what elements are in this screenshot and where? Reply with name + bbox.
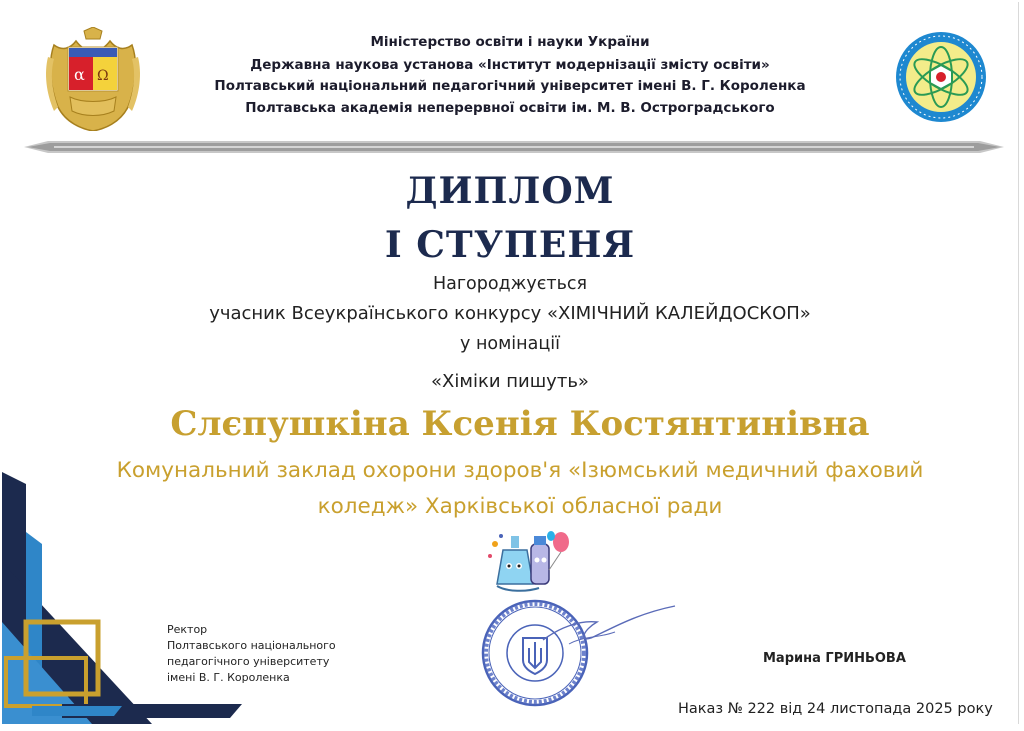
participant-text: учасник Всеукраїнського конкурсу «ХІМІЧНИЙ КАЛЕЙДОСКОП» — [209, 303, 811, 324]
rector-block — [167, 622, 336, 686]
academy-line: Полтавська академія неперервної освіти ім. М. В. Остроградського — [245, 100, 775, 116]
institution-line-2: коледж» Харківської обласної ради — [317, 494, 723, 519]
omega-letter: Ω — [97, 68, 109, 84]
awarded-text: Нагороджується — [432, 274, 588, 294]
recipient-name: Слєпушкіна Ксенія Костянтинівна — [170, 404, 870, 444]
rector-line-1: Ректор — [167, 623, 208, 636]
handwritten-signature-icon — [539, 598, 679, 658]
diploma-title: ДИПЛОМ — [405, 170, 615, 212]
order-number: Наказ № 222 від 24 листопада 2025 року — [678, 701, 993, 717]
corner-decoration — [2, 472, 242, 724]
institution-line-1: Комунальний заклад охорони здоров'я «Ізюмський медичний фаховий — [116, 458, 924, 483]
diploma-degree: І СТУПЕНЯ — [384, 224, 636, 266]
rector-line-4: імені В. Г. Короленка — [167, 671, 290, 684]
header-divider — [24, 140, 1004, 154]
nomination-value: «Хіміки пишуть» — [431, 371, 589, 392]
signer-name: Марина ГРИНЬОВА — [763, 651, 906, 666]
institute-line: Державна наукова установа «Інститут модернізації змісту освіти» — [250, 57, 770, 73]
rector-line-2: Полтавського національного — [167, 639, 336, 652]
methodology-center-emblem-icon — [895, 31, 987, 123]
ministry-line: Міністерство освіти і науки України — [370, 34, 650, 50]
alpha-letter: α — [74, 65, 85, 84]
university-line: Полтавський національний педагогічний університет імені В. Г. Короленка — [214, 78, 806, 94]
nomination-label: у номінації — [460, 334, 560, 354]
rector-line-3: педагогічного університету — [167, 655, 330, 668]
chemistry-mascot-icon — [487, 530, 572, 592]
diploma-page — [2, 2, 1019, 724]
